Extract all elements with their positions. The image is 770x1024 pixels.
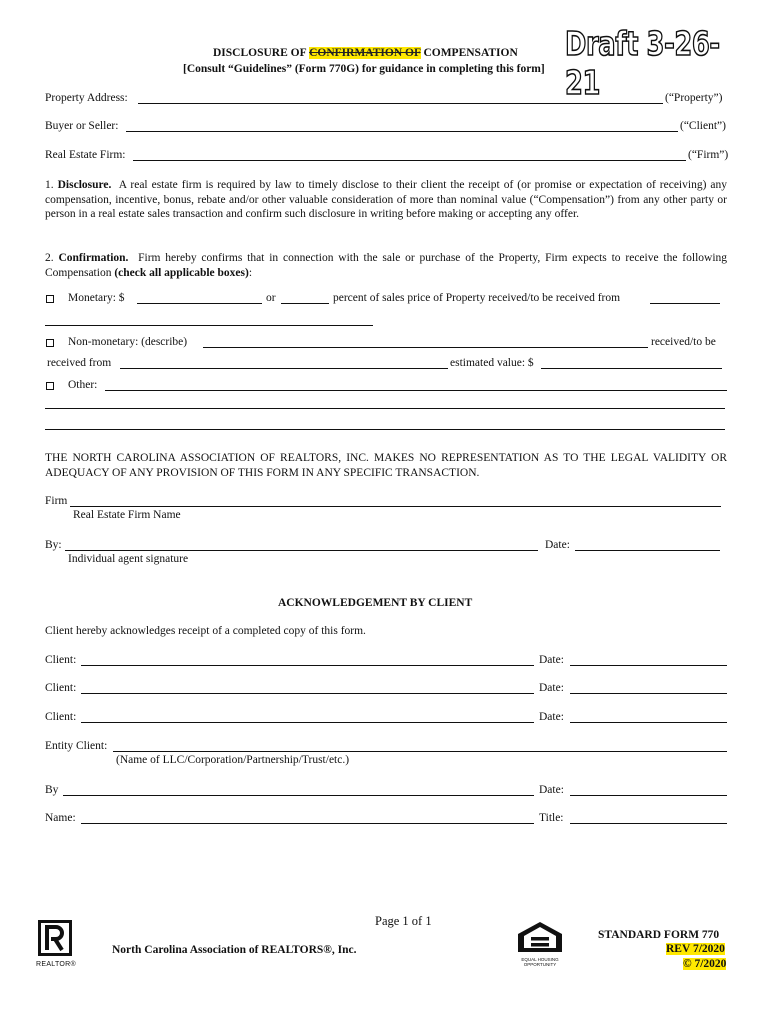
form-number: STANDARD FORM 770 [598, 929, 720, 941]
entity-date-field[interactable] [570, 795, 727, 796]
title-struck-text: CONFIRMATION OF [309, 47, 421, 59]
client1-label: Client: [45, 654, 77, 666]
client1-date-field[interactable] [570, 665, 727, 666]
entity-name-field[interactable] [81, 823, 534, 824]
estimated-value-field[interactable] [541, 368, 722, 369]
section2-heading: Confirmation. [58, 252, 129, 264]
entity-client-field[interactable] [113, 751, 727, 752]
client3-date-field[interactable] [570, 722, 727, 723]
nonmonetary-checkbox[interactable] [46, 339, 54, 347]
nonmonetary-label: Non-monetary: (describe) [68, 336, 188, 348]
monetary-amount-field[interactable] [137, 303, 262, 304]
client-suffix: (“Client”) [680, 120, 726, 132]
section1-text: A real estate firm is required by law to timely disclose to their client the receipt of (or promise or expectation of receiving) any compensation, incentive, bonus, rebate and/or other valuable consideration of more than nominal value (“Compensation”) from any other party or person in a real estate sales transaction and confirm such disclosure in writing before making or accepting any offer. [45, 179, 727, 220]
association-name: North Carolina Association of REALTORS®, Inc. [112, 944, 357, 956]
client3-date-label: Date: [539, 711, 564, 723]
entity-date-label: Date: [539, 784, 564, 796]
monetary-from-field[interactable] [650, 303, 720, 304]
acknowledgement-heading: ACKNOWLEDGEMENT BY CLIENT [278, 597, 473, 609]
agent-date-label: Date: [545, 539, 570, 551]
real-estate-firm-field[interactable] [133, 160, 686, 161]
client3-label: Client: [45, 711, 77, 723]
section2-bold-text: (check all applicable boxes) [114, 266, 249, 279]
buyer-seller-field[interactable] [126, 131, 678, 132]
section1-number: 1. [45, 179, 58, 191]
section2-colon: : [248, 266, 253, 279]
disclaimer-text: THE NORTH CAROLINA ASSOCIATION OF REALTORS, INC. MAKES NO REPRESENTATION AS TO THE LEGAL VALIDITY OR ADEQUACY OF ANY PROVISION OF THIS FORM IN ANY SPECIFIC TRANSACTION. [45, 452, 727, 479]
section1-heading: Disclosure. [57, 179, 112, 191]
section-disclosure [45, 178, 727, 222]
monetary-percent-field[interactable] [281, 303, 329, 304]
page-number: Page 1 of 1 [375, 914, 432, 928]
monetary-percent-text: percent of sales price of Property received/to be received from [333, 292, 621, 304]
other-field-3[interactable] [45, 429, 725, 430]
other-field-2[interactable] [45, 408, 725, 409]
other-label: Other: [68, 379, 98, 391]
equal-housing-text: EQUAL HOUSING OPPORTUNITY [521, 957, 559, 967]
section-confirmation [45, 251, 727, 280]
agent-signature-field[interactable] [65, 550, 538, 551]
entity-title-label: Title: [539, 812, 564, 824]
entity-by-field[interactable] [63, 795, 534, 796]
entity-client-caption: (Name of LLC/Corporation/Partnership/Trust/etc.) [116, 754, 350, 766]
client2-label: Client: [45, 682, 77, 694]
entity-name-label: Name: [45, 812, 76, 824]
form-copyright: © 7/2020 [683, 958, 727, 970]
property-suffix: (“Property”) [665, 92, 723, 104]
section2-text: Firm hereby confirms that in connection with the sale or purchase of the Property, Firm expects to receive the following Compensation [45, 252, 728, 279]
client2-date-label: Date: [539, 682, 564, 694]
client1-signature-field[interactable] [81, 665, 534, 666]
nonmonetary-from-field[interactable] [120, 368, 448, 369]
draft-stamp: Draft 3-26-21 [565, 24, 720, 102]
client3-signature-field[interactable] [81, 722, 534, 723]
firm-label: Real Estate Firm: [45, 149, 126, 161]
property-label: Property Address: [45, 92, 128, 104]
monetary-label: Monetary: $ [68, 292, 125, 304]
monetary-or: or [266, 292, 276, 304]
property-address-field[interactable] [138, 103, 663, 104]
monetary-from-field-2[interactable] [45, 325, 373, 326]
equal-housing-logo [515, 920, 565, 968]
entity-by-label: By [45, 784, 59, 796]
realtor-logo-icon [36, 918, 74, 958]
nonmonetary-received-from: received from [47, 357, 112, 369]
estimated-value-label: estimated value: $ [450, 357, 534, 369]
other-checkbox[interactable] [46, 382, 54, 390]
acknowledgement-intro: Client hereby acknowledges receipt of a completed copy of this form. [45, 625, 366, 637]
firm-suffix: (“Firm”) [688, 149, 729, 161]
title-part1: DISCLOSURE OF [213, 47, 310, 59]
entity-client-label: Entity Client: [45, 740, 108, 752]
form-subtitle: [Consult “Guidelines” (Form 770G) for guidance in completing this form] [183, 63, 545, 75]
entity-title-field[interactable] [570, 823, 727, 824]
agent-date-field[interactable] [575, 550, 720, 551]
section2-number: 2. [45, 252, 59, 264]
client2-signature-field[interactable] [81, 693, 534, 694]
nonmonetary-describe-field[interactable] [203, 347, 648, 348]
equal-housing-icon [515, 920, 565, 954]
client2-date-field[interactable] [570, 693, 727, 694]
nonmonetary-received: received/to be [651, 336, 716, 348]
form-title [213, 47, 518, 59]
client1-date-label: Date: [539, 654, 564, 666]
buyer-seller-label: Buyer or Seller: [45, 120, 119, 132]
firm-sig-label: Firm [45, 495, 68, 507]
firm-name-caption: Real Estate Firm Name [73, 509, 181, 521]
title-part2: COMPENSATION [420, 47, 518, 59]
firm-name-field[interactable] [70, 506, 721, 507]
form-revision: REV 7/2020 [666, 943, 725, 955]
realtor-logo [36, 918, 74, 966]
realtor-logo-text: REALTOR® [36, 961, 76, 968]
agent-signature-caption: Individual agent signature [68, 553, 189, 565]
monetary-checkbox[interactable] [46, 295, 54, 303]
by-label: By: [45, 539, 62, 551]
other-field-1[interactable] [105, 390, 727, 391]
